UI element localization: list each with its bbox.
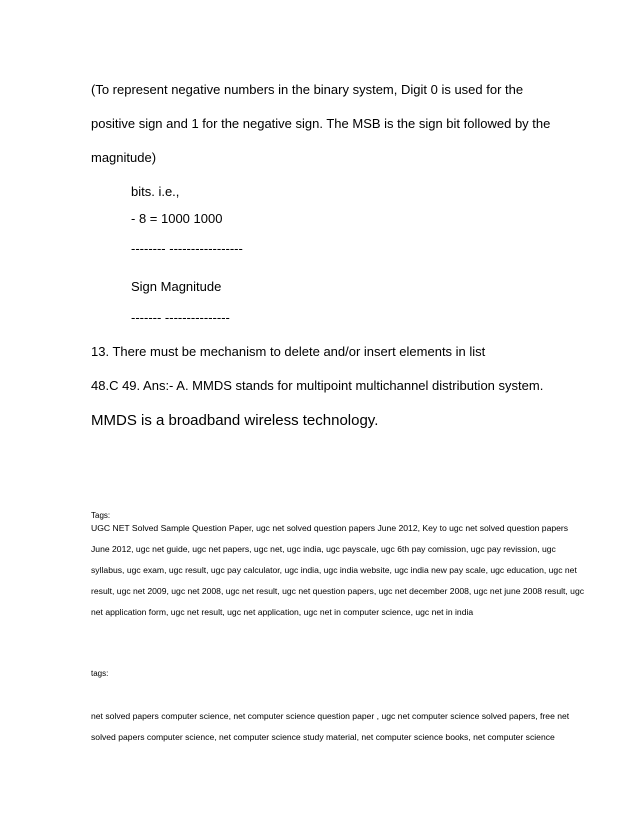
- tags-line: syllabus, ugc exam, ugc result, ugc pay calculator, ugc india, ugc india website, ugc india new pay scale, ugc education, ugc net: [91, 565, 577, 575]
- tags-line-secondary: net solved papers computer science, net computer science question paper , ugc net computer science solved papers, free net: [91, 711, 570, 721]
- equation-line: - 8 = 1000 1000: [131, 211, 223, 226]
- tags-line: June 2012, ugc net guide, ugc net papers, ugc net, ugc india, ugc payscale, ugc 6th pay comission, ugc pay revission, ugc: [91, 544, 556, 554]
- sign-magnitude-labels: Sign Magnitude: [131, 279, 222, 294]
- tags-line: net application form, ugc net result, ugc net application, ugc net in computer science, ugc net in india: [91, 607, 474, 617]
- tags-label: Tags:: [91, 511, 111, 520]
- separator-line-2: ------- ---------------: [131, 310, 230, 325]
- separator-line-1: -------- -----------------: [131, 241, 243, 256]
- answer-48-49: 48.C 49. Ans:- A. MMDS stands for multipoint multichannel distribution system.: [91, 378, 544, 393]
- intro-line-3: magnitude): [91, 150, 157, 165]
- answer-13: 13. There must be mechanism to delete and/or insert elements in list: [91, 344, 486, 359]
- tags-line-secondary: solved papers computer science, net computer science study material, net computer science books, net computer science: [91, 732, 555, 742]
- tags-line: UGC NET Solved Sample Question Paper, ugc net solved question papers June 2012, Key to ugc net solved question papers: [91, 523, 569, 533]
- bits-line: bits. i.e.,: [131, 184, 180, 199]
- tags-line: result, ugc net 2009, ugc net 2008, ugc net result, ugc net question papers, ugc net december 2008, ugc net june 2008 result, ugc: [91, 586, 585, 596]
- mmds-statement: MMDS is a broadband wireless technology.: [91, 412, 379, 429]
- tags-label-secondary: tags:: [91, 669, 109, 678]
- intro-line-2: positive sign and 1 for the negative sign. The MSB is the sign bit followed by the: [91, 116, 551, 131]
- intro-line-1: (To represent negative numbers in the binary system, Digit 0 is used for the: [91, 82, 524, 97]
